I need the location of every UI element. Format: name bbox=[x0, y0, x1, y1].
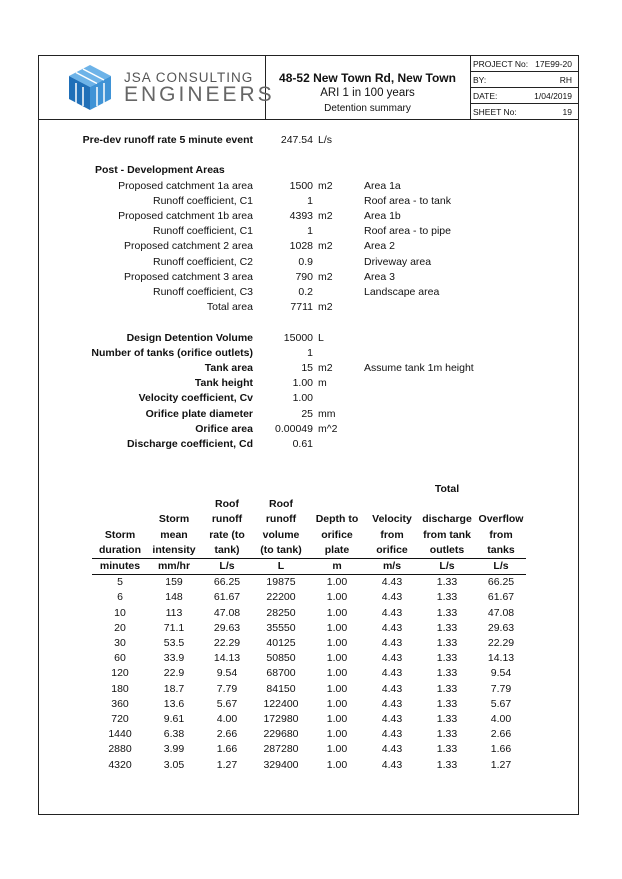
column-header: tank) bbox=[214, 543, 240, 556]
table-cell: 113 bbox=[165, 606, 183, 619]
unit-header: mm/hr bbox=[148, 559, 200, 575]
predev-unit: L/s bbox=[318, 134, 333, 146]
table-cell: 7.79 bbox=[490, 682, 512, 695]
table-cell: 35550 bbox=[266, 621, 296, 634]
area-row-value: 1 bbox=[307, 225, 313, 238]
column-header: volume bbox=[262, 528, 300, 541]
table-cell: 1.27 bbox=[490, 758, 512, 771]
column-header: mean bbox=[160, 528, 188, 541]
table-cell: 4.43 bbox=[381, 697, 403, 710]
table-cell: 29.63 bbox=[213, 621, 241, 634]
unit-header: m bbox=[308, 559, 366, 575]
area-row-unit: m2 bbox=[318, 209, 333, 222]
column-header: from tank bbox=[423, 528, 471, 541]
area-row-unit: m2 bbox=[318, 301, 333, 314]
table-cell: 1.00 bbox=[326, 637, 348, 650]
table-cell: 29.63 bbox=[487, 621, 515, 634]
project-title-cell bbox=[265, 56, 471, 119]
table-cell: 9.54 bbox=[490, 667, 512, 680]
table-row bbox=[92, 697, 526, 712]
table-cell: 1.00 bbox=[326, 667, 348, 680]
column-header: discharge bbox=[422, 513, 472, 526]
column-header bbox=[200, 482, 254, 497]
table-row bbox=[92, 666, 526, 681]
table-cell: 1.00 bbox=[326, 728, 348, 741]
table-cell: 33.9 bbox=[163, 652, 185, 665]
column-header: (to tank) bbox=[260, 543, 302, 556]
area-row-label: Runoff coefficient, C2 bbox=[152, 255, 253, 268]
area-row-note: Landscape area bbox=[364, 285, 440, 298]
table-cell: 1.33 bbox=[436, 758, 458, 771]
table-cell: 1.33 bbox=[436, 576, 458, 589]
table-cell: 9.61 bbox=[163, 713, 185, 726]
column-header bbox=[92, 497, 148, 512]
table-cell: 4.43 bbox=[381, 621, 403, 634]
area-row-label: Total area bbox=[206, 301, 253, 314]
meta-by: BY: RH bbox=[470, 72, 578, 88]
unit-header: L/s bbox=[200, 559, 254, 575]
table-cell: 1440 bbox=[108, 728, 132, 741]
table-cell: 84150 bbox=[266, 682, 296, 695]
table-cell: 1.33 bbox=[436, 591, 458, 604]
column-header: Depth to bbox=[315, 513, 359, 526]
design-row-label: Tank area bbox=[204, 361, 253, 374]
table-cell: 4.43 bbox=[381, 637, 403, 650]
table-cell: 4320 bbox=[108, 758, 132, 771]
table-cell: 1.33 bbox=[436, 667, 458, 680]
design-row-value: 1.00 bbox=[292, 392, 313, 405]
design-row-label: Orifice plate diameter bbox=[145, 407, 253, 420]
column-header: Overflow bbox=[478, 513, 524, 526]
table-cell: 4.43 bbox=[381, 591, 403, 604]
header-row bbox=[92, 482, 526, 497]
column-header bbox=[92, 512, 148, 527]
table-cell: 159 bbox=[165, 576, 183, 589]
units-row bbox=[92, 559, 526, 575]
area-row-note: Area 1b bbox=[364, 209, 401, 222]
table-cell: 172980 bbox=[263, 713, 299, 726]
table-cell: 1.00 bbox=[326, 606, 348, 619]
area-row-unit: m2 bbox=[318, 179, 333, 192]
table-row bbox=[92, 606, 526, 621]
column-header: orifice bbox=[376, 543, 408, 556]
table-cell: 1.33 bbox=[436, 606, 458, 619]
design-row-label: Discharge coefficient, Cd bbox=[126, 437, 253, 450]
table-cell: 4.43 bbox=[381, 728, 403, 741]
table-cell: 1.00 bbox=[326, 697, 348, 710]
design-row-value: 1.00 bbox=[292, 377, 313, 390]
column-header: Roof bbox=[215, 498, 239, 511]
table-cell: 5 bbox=[117, 576, 123, 589]
table-cell: 61.67 bbox=[213, 591, 241, 604]
table-cell: 148 bbox=[165, 591, 183, 604]
table-cell: 5.67 bbox=[490, 697, 512, 710]
meta-sheet-no: SHEET No: 19 bbox=[473, 107, 572, 117]
design-row-value: 15000 bbox=[283, 331, 313, 344]
column-header: runoff bbox=[211, 513, 243, 526]
column-header: Storm bbox=[104, 528, 136, 541]
table-cell: 14.13 bbox=[213, 652, 241, 665]
table-row bbox=[92, 682, 526, 697]
project-title: 48-52 New Town Rd, New Town bbox=[279, 71, 456, 85]
column-header bbox=[476, 482, 526, 497]
column-header: rate (to bbox=[209, 528, 245, 541]
area-row-label: Proposed catchment 3 area bbox=[124, 270, 253, 283]
header-row bbox=[92, 543, 526, 559]
column-header bbox=[476, 497, 526, 512]
design-row-label: Velocity coefficient, Cv bbox=[138, 392, 253, 405]
column-header: tanks bbox=[487, 543, 515, 556]
table-cell: 1.00 bbox=[326, 576, 348, 589]
area-row-label: Proposed catchment 2 area bbox=[124, 240, 253, 253]
table-cell: 1.00 bbox=[326, 652, 348, 665]
area-row-unit: m2 bbox=[318, 270, 333, 283]
table-cell: 60 bbox=[114, 652, 126, 665]
column-header bbox=[148, 482, 200, 497]
design-row-label: Orifice area bbox=[195, 422, 253, 435]
design-row-unit: L bbox=[318, 331, 324, 344]
table-cell: 120 bbox=[111, 667, 129, 680]
header-row bbox=[92, 528, 526, 543]
area-row-label: Runoff coefficient, C3 bbox=[152, 285, 253, 298]
area-row-note: Area 3 bbox=[364, 270, 395, 283]
predev-label: Pre-dev runoff rate 5 minute event bbox=[82, 134, 253, 146]
table-cell: 1.66 bbox=[490, 743, 512, 756]
project-meta bbox=[470, 56, 578, 119]
area-row-unit: m2 bbox=[318, 240, 333, 253]
column-header bbox=[148, 497, 200, 512]
table-cell: 1.33 bbox=[436, 713, 458, 726]
table-cell: 5.67 bbox=[216, 697, 238, 710]
table-cell: 1.00 bbox=[326, 758, 348, 771]
column-header: intensity bbox=[152, 543, 196, 556]
table-cell: 1.00 bbox=[326, 591, 348, 604]
table-cell: 229680 bbox=[263, 728, 299, 741]
table-cell: 4.00 bbox=[216, 713, 238, 726]
table-cell: 7.79 bbox=[216, 682, 238, 695]
project-subtitle: ARI 1 in 100 years bbox=[320, 87, 415, 99]
table-cell: 68700 bbox=[266, 667, 296, 680]
header-row bbox=[92, 512, 526, 527]
table-cell: 20 bbox=[114, 621, 126, 634]
table-cell: 4.43 bbox=[381, 713, 403, 726]
table-cell: 1.33 bbox=[436, 697, 458, 710]
table-row bbox=[92, 727, 526, 742]
table-cell: 1.33 bbox=[436, 652, 458, 665]
logo-line-2: ENGINEERS bbox=[124, 83, 275, 106]
table-cell: 9.54 bbox=[216, 667, 238, 680]
area-row-value: 1 bbox=[307, 194, 313, 207]
table-cell: 4.00 bbox=[490, 713, 512, 726]
table-cell: 6.38 bbox=[163, 728, 185, 741]
area-row-label: Proposed catchment 1b area bbox=[118, 209, 253, 222]
column-header bbox=[366, 482, 418, 497]
table-cell: 2.66 bbox=[490, 728, 512, 741]
column-header: plate bbox=[324, 543, 350, 556]
table-cell: 22200 bbox=[266, 591, 296, 604]
table-cell: 22.29 bbox=[213, 637, 241, 650]
table-cell: 1.00 bbox=[326, 713, 348, 726]
table-cell: 66.25 bbox=[213, 576, 241, 589]
column-header bbox=[308, 482, 366, 497]
area-row-value: 1500 bbox=[289, 179, 313, 192]
table-cell: 1.66 bbox=[216, 743, 238, 756]
table-cell: 4.43 bbox=[381, 667, 403, 680]
area-row-value: 4393 bbox=[289, 209, 313, 222]
design-row-label: Tank height bbox=[194, 377, 253, 390]
design-row-label: Design Detention Volume bbox=[126, 331, 253, 344]
table-cell: 329400 bbox=[263, 758, 299, 771]
table-cell: 2880 bbox=[108, 743, 132, 756]
table-cell: 10 bbox=[114, 606, 126, 619]
column-header: duration bbox=[99, 543, 141, 556]
table-cell: 1.00 bbox=[326, 682, 348, 695]
design-row-value: 0.61 bbox=[292, 437, 313, 450]
area-row-note: Area 2 bbox=[364, 240, 395, 253]
area-row-note: Area 1a bbox=[364, 179, 401, 192]
table-cell: 61.67 bbox=[487, 591, 515, 604]
table-row bbox=[92, 712, 526, 727]
area-row-note: Roof area - to pipe bbox=[364, 225, 451, 238]
column-header bbox=[308, 497, 366, 512]
design-row-value: 1 bbox=[307, 346, 313, 359]
design-row-value: 0.00049 bbox=[275, 422, 313, 435]
area-row-value: 790 bbox=[295, 270, 313, 283]
table-row bbox=[92, 621, 526, 636]
table-cell: 4.43 bbox=[381, 606, 403, 619]
table-row bbox=[92, 651, 526, 666]
table-cell: 4.43 bbox=[381, 743, 403, 756]
area-row-value: 7711 bbox=[290, 301, 313, 314]
design-row-value: 25 bbox=[301, 407, 313, 420]
storm-table bbox=[92, 482, 526, 773]
area-row-label: Runoff coefficient, C1 bbox=[152, 225, 253, 238]
table-cell: 2.66 bbox=[216, 728, 238, 741]
areas-heading: Post - Development Areas bbox=[95, 164, 225, 176]
meta-project-no: PROJECT No: 17E99-20 bbox=[470, 56, 578, 72]
design-row-note: Assume tank 1m height bbox=[364, 361, 474, 374]
column-header: Storm bbox=[158, 513, 190, 526]
table-cell: 1.33 bbox=[436, 743, 458, 756]
sheet-caption: Detention summary bbox=[324, 103, 411, 114]
table-row bbox=[92, 636, 526, 651]
table-cell: 1.33 bbox=[436, 682, 458, 695]
column-header: Roof bbox=[269, 498, 293, 511]
design-row-unit: mm bbox=[318, 407, 336, 420]
area-row-label: Runoff coefficient, C1 bbox=[152, 194, 253, 207]
table-cell: 180 bbox=[111, 682, 129, 695]
table-cell: 1.33 bbox=[436, 728, 458, 741]
table-cell: 14.13 bbox=[487, 652, 515, 665]
table-cell: 71.1 bbox=[163, 621, 185, 634]
column-header: Velocity bbox=[372, 513, 412, 526]
column-header: outlets bbox=[429, 543, 465, 556]
table-cell: 1.33 bbox=[436, 621, 458, 634]
table-cell: 22.9 bbox=[163, 667, 185, 680]
table-cell: 1.33 bbox=[436, 637, 458, 650]
design-row-unit: m bbox=[318, 377, 327, 390]
title-block bbox=[39, 56, 578, 120]
table-cell: 4.43 bbox=[381, 576, 403, 589]
table-cell: 13.6 bbox=[163, 697, 185, 710]
table-cell: 40125 bbox=[266, 637, 296, 650]
predev-value: 247.54 bbox=[280, 134, 313, 146]
unit-header: m/s bbox=[366, 559, 418, 575]
column-header: from bbox=[380, 528, 404, 541]
unit-header: L/s bbox=[418, 559, 476, 575]
design-row-value: 15 bbox=[301, 361, 313, 374]
column-header: orifice bbox=[321, 528, 353, 541]
unit-header: L bbox=[254, 559, 308, 575]
table-cell: 30 bbox=[114, 637, 126, 650]
table-cell: 4.43 bbox=[381, 758, 403, 771]
table-row bbox=[92, 742, 526, 757]
table-cell: 1.00 bbox=[326, 621, 348, 634]
design-row-unit: m^2 bbox=[318, 422, 338, 435]
table-cell: 66.25 bbox=[487, 576, 515, 589]
table-cell: 19875 bbox=[266, 576, 296, 589]
column-header bbox=[366, 497, 418, 512]
column-header: from bbox=[489, 528, 513, 541]
table-cell: 47.08 bbox=[487, 606, 515, 619]
table-cell: 6 bbox=[117, 591, 123, 604]
column-header bbox=[418, 497, 476, 512]
unit-header: minutes bbox=[92, 559, 148, 575]
company-logo bbox=[39, 56, 275, 119]
cube-logo-icon bbox=[65, 62, 115, 112]
table-cell: 122400 bbox=[263, 697, 299, 710]
table-row bbox=[92, 590, 526, 605]
table-cell: 3.05 bbox=[163, 758, 185, 771]
table-cell: 4.43 bbox=[381, 652, 403, 665]
table-cell: 47.08 bbox=[213, 606, 241, 619]
table-row bbox=[92, 758, 526, 773]
unit-header: L/s bbox=[476, 559, 526, 575]
table-cell: 1.00 bbox=[326, 743, 348, 756]
table-cell: 1.27 bbox=[216, 758, 238, 771]
area-row-label: Proposed catchment 1a area bbox=[118, 179, 253, 192]
area-row-value: 0.9 bbox=[298, 255, 313, 268]
table-cell: 360 bbox=[111, 697, 129, 710]
column-header bbox=[92, 482, 148, 497]
table-cell: 287280 bbox=[263, 743, 299, 756]
table-row bbox=[92, 575, 526, 591]
meta-date: DATE: 1/04/2019 bbox=[470, 88, 578, 104]
area-row-value: 0.2 bbox=[298, 285, 313, 298]
design-row-unit: m2 bbox=[318, 361, 333, 374]
table-cell: 18.7 bbox=[163, 682, 185, 695]
area-row-note: Driveway area bbox=[364, 255, 432, 268]
design-row-label: Number of tanks (orifice outlets) bbox=[91, 346, 253, 359]
table-cell: 22.29 bbox=[487, 637, 515, 650]
column-header: runoff bbox=[265, 513, 297, 526]
column-header: Total bbox=[434, 483, 460, 495]
table-cell: 53.5 bbox=[163, 637, 185, 650]
area-row-value: 1028 bbox=[289, 240, 313, 253]
area-row-note: Roof area - to tank bbox=[364, 194, 451, 207]
table-cell: 3.99 bbox=[163, 743, 185, 756]
table-cell: 50850 bbox=[266, 652, 296, 665]
logo-line-1: JSA CONSULTING bbox=[124, 70, 254, 85]
table-cell: 720 bbox=[111, 713, 129, 726]
table-cell: 28250 bbox=[266, 606, 296, 619]
column-header bbox=[254, 482, 308, 497]
table-cell: 4.43 bbox=[381, 682, 403, 695]
header-row bbox=[92, 497, 526, 512]
